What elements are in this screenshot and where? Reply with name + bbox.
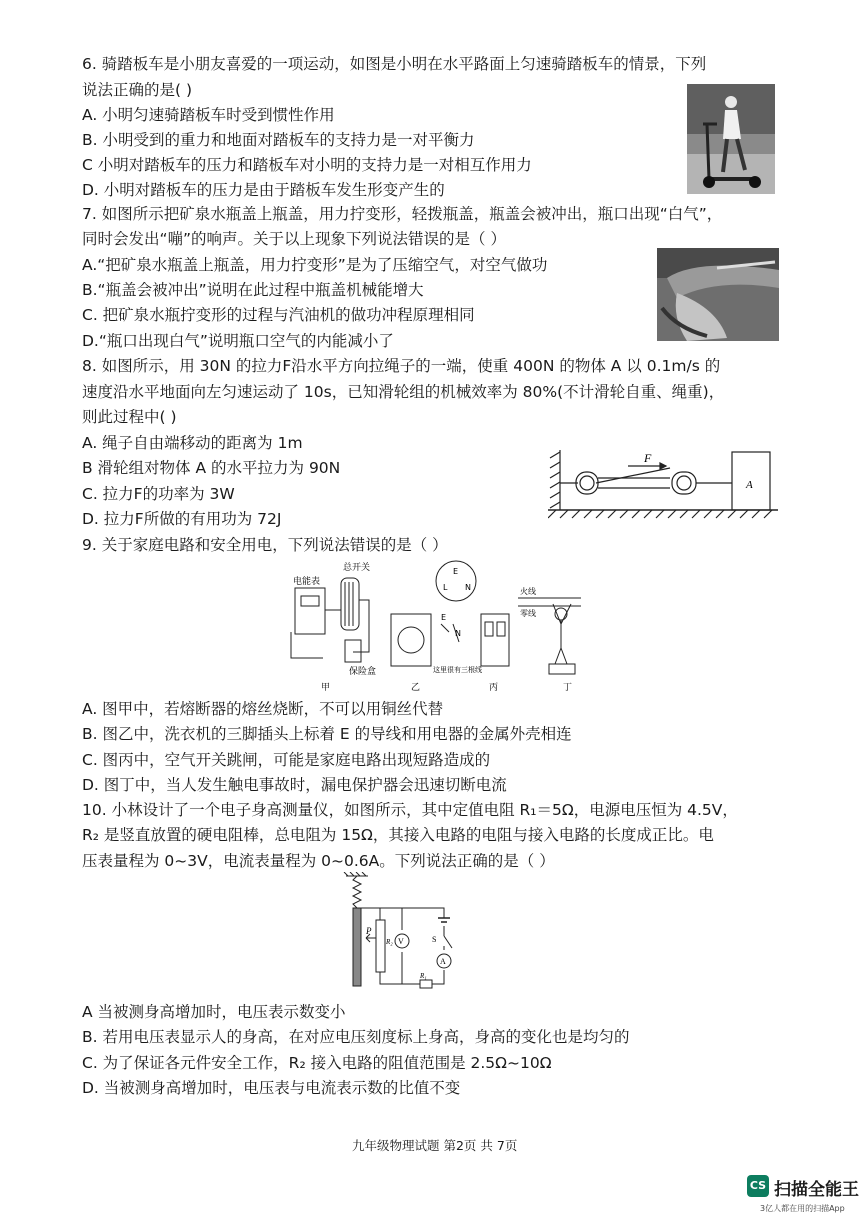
q7-option-a: A.“把矿泉水瓶盖上瓶盖，用力拧变形”是为了压缩空气，对空气做功 [82, 256, 548, 274]
bottle-photo [657, 248, 779, 341]
watermark-name: 扫描全能王 [774, 1180, 859, 1200]
q6-option-a: A. 小明匀速骑踏板车时受到惯性作用 [82, 106, 335, 124]
q9-option-c: C. 图丙中，空气开关跳闸，可能是家庭电路出现短路造成的 [82, 751, 491, 769]
q10-stem-line3: 压表量程为 0~3V，电流表量程为 0~0.6A。下列说法正确的是（ ） [82, 852, 555, 870]
q8-stem-line3: 则此过程中( ) [82, 408, 177, 426]
q10-option-a: A 当被测身高增加时，电压表示数变小 [82, 1003, 346, 1021]
q8-option-c: C. 拉力F的功率为 3W [82, 485, 235, 503]
scooter-photo [687, 84, 775, 194]
fig-label-e: E [441, 613, 447, 622]
q9-option-b: B. 图乙中，洗衣机的三脚插头上标着 E 的导线和用电器的金属外壳相连 [82, 725, 572, 743]
watermark-subtitle: 3亿人都在用的扫描App [760, 1204, 845, 1213]
fig-label-meter: 电能表 [293, 577, 321, 587]
pulley-block-label: A [746, 479, 753, 491]
circuit-label-v: V [398, 937, 404, 946]
fig-label-switch: 总开关 [343, 563, 371, 573]
q9-option-d: D. 图丁中，当人发生触电事故时，漏电保护器会迅速切断电流 [82, 776, 507, 794]
fig-label-yi: 乙 [411, 683, 421, 693]
circuit-label-p: P [366, 926, 372, 936]
q8-stem-line1: 8. 如图所示，用 30N 的拉力F沿水平方向拉绳子的一端，使重 400N 的物体 A 以 0.1m/s 的 [82, 357, 721, 375]
circuit-label-r2: R₂ [386, 938, 393, 946]
fig-label-wire2: 零线 [520, 609, 536, 618]
q9-stem: 9. 关于家庭电路和安全用电，下列说法错误的是（ ） [82, 536, 448, 554]
fig-label-fuse: 保险盒 [349, 667, 377, 677]
q9-option-a: A. 图甲中，若熔断器的熔丝烧断，不可以用铜丝代替 [82, 700, 444, 718]
household-circuit-figures [283, 560, 583, 694]
q10-option-d: D. 当被测身高增加时，电压表与电流表示数的比值不变 [82, 1079, 461, 1097]
q6-option-d: D. 小明对踏板车的压力是由于踏板车发生形变产生的 [82, 181, 445, 199]
q7-stem-line1: 7. 如图所示把矿泉水瓶盖上瓶盖，用力拧变形，轻拨瓶盖，瓶盖会被冲出，瓶口出现“白气”， [82, 205, 723, 223]
q7-option-b: B.“瓶盖会被冲出”说明在此过程中瓶盖机械能增大 [82, 281, 424, 299]
q8-option-a: A. 绳子自由端移动的距离为 1m [82, 434, 303, 452]
fig-label-wire1: 火线 [520, 587, 536, 596]
q6-stem-line1: 6. 骑踏板车是小朋友喜爱的一项运动，如图是小明在水平路面上匀速骑踏板车的情景，下列 [82, 55, 707, 73]
page-footer: 九年级物理试题 第2页 共 7页 [352, 1138, 518, 1153]
fig-label-e-top: E [453, 567, 459, 576]
q6-option-c: C 小明对踏板车的压力和踏板车对小明的支持力是一对相互作用力 [82, 156, 532, 174]
fig-label-ding: 丁 [563, 683, 573, 693]
q8-option-d: D. 拉力F所做的有用功为 72J [82, 510, 282, 528]
q6-stem-line2: 说法正确的是( ) [82, 81, 193, 99]
q6-option-b: B. 小明受到的重力和地面对踏板车的支持力是一对平衡力 [82, 131, 475, 149]
q10-option-b: B. 若用电压表显示人的身高，在对应电压刻度标上身高，身高的变化也是均匀的 [82, 1028, 630, 1046]
height-meter-circuit [340, 872, 462, 996]
circuit-label-r1: R₁ [420, 972, 427, 980]
pulley-diagram [548, 448, 778, 520]
fig-label-n: N [455, 629, 461, 638]
q10-stem-line2: R₂ 是竖直放置的硬电阻棒，总电阻为 15Ω，其接入电路的电阻与接入电路的长度成正比。电 [82, 826, 714, 844]
q8-option-b: B 滑轮组对物体 A 的水平拉力为 90N [82, 459, 341, 477]
q7-option-c: C. 把矿泉水瓶拧变形的过程与汽油机的做功冲程原理相同 [82, 306, 475, 324]
pulley-force-label: F [644, 451, 652, 465]
fig-label-jia: 甲 [321, 683, 331, 693]
q8-stem-line2: 速度沿水平地面向左匀速运动了 10s，已知滑轮组的机械效率为 80%(不计滑轮自重、绳重)， [82, 383, 725, 401]
circuit-label-a: A [440, 957, 446, 966]
fig-label-note: 这里很有三根线 [433, 666, 482, 674]
circuit-label-s: S [432, 935, 437, 944]
q7-stem-line2: 同时会发出“嘣”的响声。关于以上现象下列说法错误的是（ ） [82, 230, 506, 248]
q10-option-c: C. 为了保证各元件安全工作，R₂ 接入电路的阻值范围是 2.5Ω~10Ω [82, 1054, 552, 1072]
scanner-logo-icon: CS [747, 1175, 769, 1197]
q7-option-d: D.“瓶口出现白气”说明瓶口空气的内能减小了 [82, 332, 394, 350]
fig-label-n-top: N [465, 583, 471, 592]
fig-label-l-top: L [443, 583, 448, 592]
fig-label-bing: 丙 [489, 683, 499, 693]
q10-stem-line1: 10. 小林设计了一个电子身高测量仪，如图所示，其中定值电阻 R₁＝5Ω，电源电压恒为 4.5V， [82, 801, 738, 819]
